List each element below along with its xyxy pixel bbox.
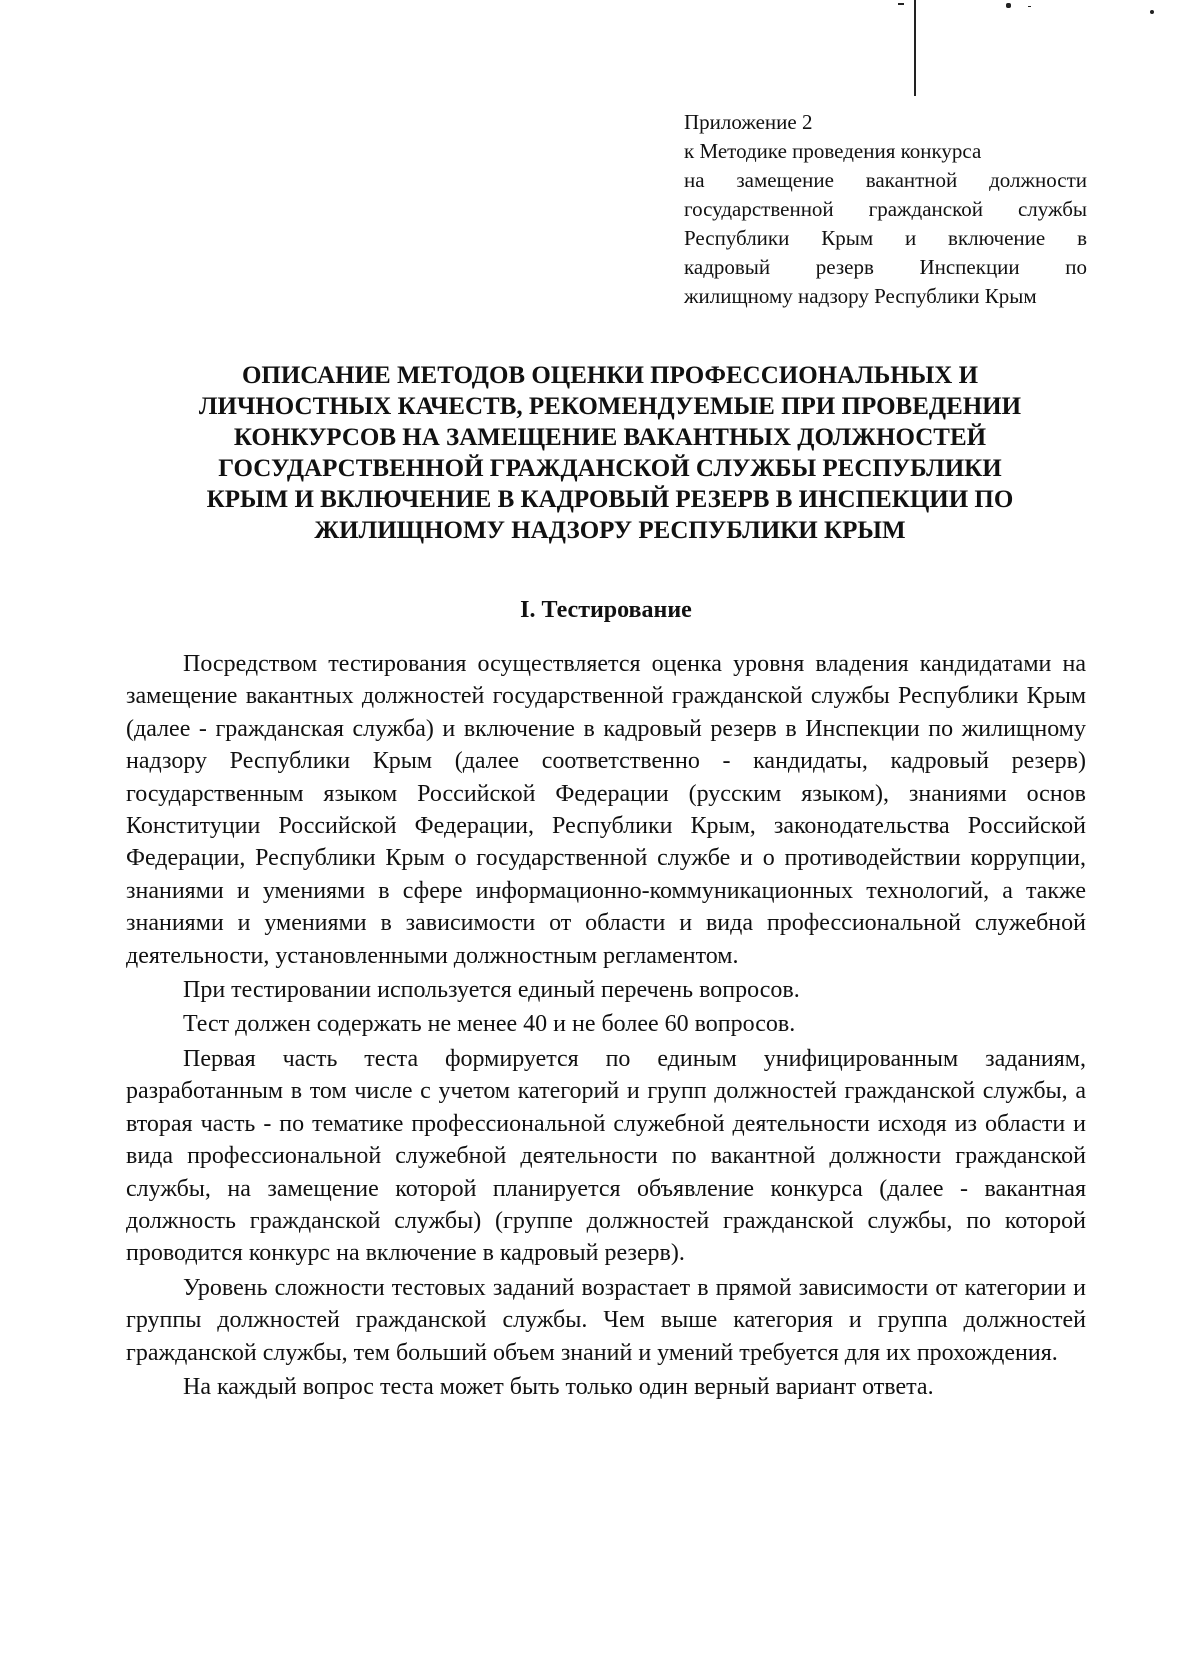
document-title xyxy=(140,360,1080,546)
section-heading: I. Тестирование xyxy=(520,597,692,623)
appendix-line: жилищному надзору Республики Крым xyxy=(684,284,1037,308)
appendix-line: кадровый резерв Инспекции по xyxy=(684,255,1087,279)
paragraph: На каждый вопрос теста может быть только один верный вариант ответа. xyxy=(183,1373,934,1400)
appendix-line: Приложение 2 xyxy=(684,110,813,134)
section-body xyxy=(126,648,1086,1405)
appendix-line: на замещение вакантной должности xyxy=(684,168,1087,192)
appendix-block xyxy=(684,108,1087,311)
appendix-line: Республики Крым и включение в xyxy=(684,226,1087,250)
scan-artifact-dot xyxy=(898,3,904,5)
appendix-line: государственной гражданской службы xyxy=(684,197,1087,221)
paragraph: При тестировании используется единый перечень вопросов. xyxy=(183,977,800,1004)
title-line: КРЫМ И ВКЛЮЧЕНИЕ В КАДРОВЫЙ РЕЗЕРВ В ИНСПЕКЦИИ ПО xyxy=(206,486,1014,513)
title-line: ОПИСАНИЕ МЕТОДОВ ОЦЕНКИ ПРОФЕССИОНАЛЬНЫХ И xyxy=(241,362,979,389)
scan-artifact-dot xyxy=(1006,3,1011,8)
scan-artifact-dot xyxy=(1150,10,1154,14)
scan-artifact-dot xyxy=(1028,6,1031,7)
title-line: ГОСУДАРСТВЕННОЙ ГРАЖДАНСКОЙ СЛУЖБЫ РЕСПУБЛИКИ xyxy=(218,455,1002,482)
paragraph: Первая часть теста формируется по единым унифицированным заданиям, разработанным в том числе с учетом категорий и групп должностей гражданской службы, а вторая часть - по тематике профессиональной служебной деятельности исходя из области и вида профессиональной служебной деятельности по вакантной должности гражданской службы, на замещение которой планируется объявление конкурса (далее - вакантная должность гражданской службы) (группе должностей гражданской службы, по которой проводится конкурс на включение в кадровый резерв). xyxy=(126,1045,1086,1267)
paragraph: Тест должен содержать не менее 40 и не более 60 вопросов. xyxy=(183,1011,796,1038)
appendix-line: к Методике проведения конкурса xyxy=(684,139,982,163)
title-line: КОНКУРСОВ НА ЗАМЕЩЕНИЕ ВАКАНТНЫХ ДОЛЖНОСТЕЙ xyxy=(233,424,987,451)
scan-artifact-line xyxy=(914,0,916,96)
paragraph: Посредством тестирования осуществляется оценка уровня владения кандидатами на замещение вакантных должностей государственной гражданской службы Республики Крым (далее - гражданская служба) и включение в кадровый резерв в Инспекции по жилищному надзору Республики Крым (далее соответственно - кандидаты, кадровый резерв) государственным языком Российской Федерации (русским языком), знаниями основ Конституции Российской Федерации, Республики Крым, законодательства Российской Федерации, Республики Крым о государственной службе и о противодействии коррупции, знаниями и умениями в сфере информационно-коммуникационных технологий, а также знаниями и умениями в зависимости от области и вида профессиональной служебной деятельности, установленными должностным регламентом. xyxy=(126,651,1086,969)
paragraph: Уровень сложности тестовых заданий возрастает в прямой зависимости от категории и группы должностей гражданской службы. Чем выше категория и группа должностей гражданской службы, тем больший объем знаний и умений требуется для их прохождения. xyxy=(126,1274,1086,1366)
title-line: ЖИЛИЩНОМУ НАДЗОРУ РЕСПУБЛИКИ КРЫМ xyxy=(314,517,906,544)
title-line: ЛИЧНОСТНЫХ КАЧЕСТВ, РЕКОМЕНДУЕМЫЕ ПРИ ПРОВЕДЕНИИ xyxy=(198,393,1022,420)
